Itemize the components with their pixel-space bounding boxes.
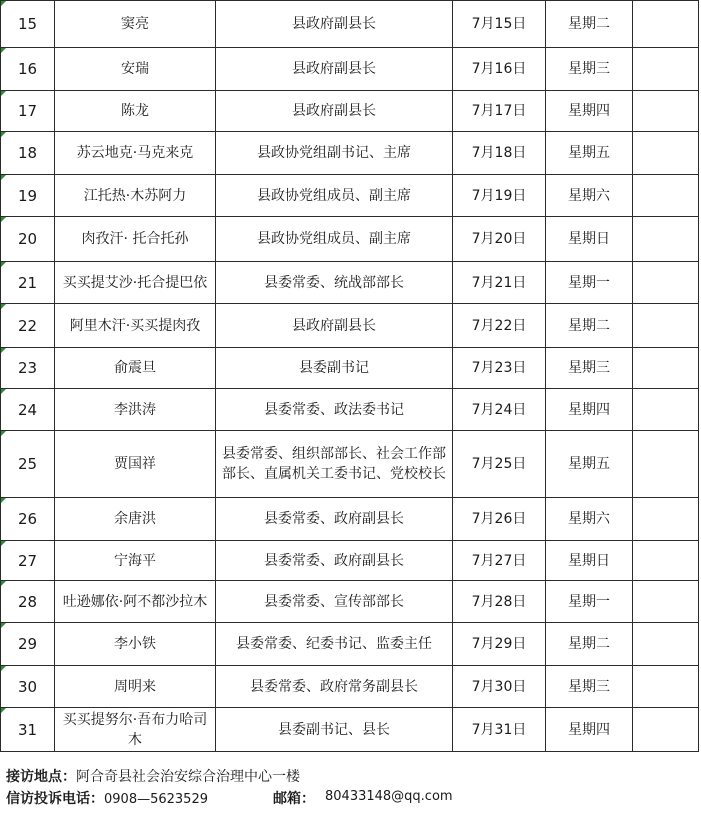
note-cell (633, 48, 699, 91)
table-row (1, 498, 699, 541)
official-name: 买买提努尔·吾布力哈司木 (55, 708, 216, 752)
official-position: 县政府副县长 (216, 1, 453, 48)
official-name: 俞震旦 (55, 348, 216, 389)
official-position: 县委常委、政府副县长 (216, 498, 453, 541)
official-position: 县委常委、统战部部长 (216, 262, 453, 304)
reception-date: 7月28日 (453, 581, 546, 623)
table-row (1, 132, 699, 175)
note-cell (633, 91, 699, 132)
official-name: 安瑞 (55, 48, 216, 91)
note-cell (633, 666, 699, 708)
official-position: 县委副书记 (216, 348, 453, 389)
official-name: 阿里木汗·买买提肉孜 (55, 304, 216, 348)
note-cell (633, 623, 699, 666)
official-position: 县政府副县长 (216, 304, 453, 348)
table-row (1, 1, 699, 48)
note-cell (633, 217, 699, 262)
official-name: 周明来 (55, 666, 216, 708)
official-position: 县委常委、宣传部部长 (216, 581, 453, 623)
phone-label: 信访投诉电话： (6, 791, 104, 807)
note-cell (633, 132, 699, 175)
weekday: 星期一 (546, 581, 633, 623)
weekday: 星期日 (546, 541, 633, 581)
official-position: 县政府副县长 (216, 91, 453, 132)
note-cell (633, 1, 699, 48)
row-number: 22 (1, 304, 55, 348)
table-row (1, 708, 699, 752)
reception-date: 7月29日 (453, 623, 546, 666)
note-cell (633, 389, 699, 431)
weekday: 星期五 (546, 132, 633, 175)
official-position: 县委常委、政府副县长 (216, 541, 453, 581)
row-number: 16 (1, 48, 55, 91)
email-label: 邮箱： (273, 791, 315, 807)
table-row (1, 175, 699, 217)
row-number: 27 (1, 541, 55, 581)
reception-date: 7月23日 (453, 348, 546, 389)
note-cell (633, 541, 699, 581)
official-position: 县委常委、纪委书记、监委主任 (216, 623, 453, 666)
official-name: 余唐洪 (55, 498, 216, 541)
row-number: 31 (1, 708, 55, 752)
reception-date: 7月17日 (453, 91, 546, 132)
table-row (1, 217, 699, 262)
phone-value: 0908—5623529 (104, 792, 208, 807)
table-row (1, 541, 699, 581)
weekday: 星期四 (546, 708, 633, 752)
official-position: 县委副书记、县长 (216, 708, 453, 752)
table-body (1, 1, 699, 752)
reception-date: 7月30日 (453, 666, 546, 708)
weekday: 星期六 (546, 175, 633, 217)
official-position: 县委常委、政府常务副县长 (216, 666, 453, 708)
row-number: 30 (1, 666, 55, 708)
table-row (1, 262, 699, 304)
weekday: 星期三 (546, 348, 633, 389)
official-name: 苏云地克·马克来克 (55, 132, 216, 175)
table-row (1, 431, 699, 498)
complaint-phone (6, 788, 208, 808)
official-name: 贾国祥 (55, 431, 216, 498)
reception-date: 7月24日 (453, 389, 546, 431)
note-cell (633, 262, 699, 304)
reception-date: 7月18日 (453, 132, 546, 175)
row-number: 18 (1, 132, 55, 175)
row-number: 26 (1, 498, 55, 541)
official-position: 县委常委、组织部部长、社会工作部部长、直属机关工委书记、党校校长 (216, 431, 453, 498)
note-cell (633, 431, 699, 498)
table-row (1, 304, 699, 348)
official-name: 买买提艾沙·托合提巴依 (55, 262, 216, 304)
reception-date: 7月19日 (453, 175, 546, 217)
weekday: 星期三 (546, 666, 633, 708)
official-position: 县政协党组副书记、主席 (216, 132, 453, 175)
row-number: 15 (1, 1, 55, 48)
official-name: 李洪涛 (55, 389, 216, 431)
table-row (1, 666, 699, 708)
reception-date: 7月25日 (453, 431, 546, 498)
row-number: 28 (1, 581, 55, 623)
weekday: 星期二 (546, 1, 633, 48)
official-position: 县政协党组成员、副主席 (216, 175, 453, 217)
table-row (1, 48, 699, 91)
official-position: 县委常委、政法委书记 (216, 389, 453, 431)
weekday: 星期二 (546, 623, 633, 666)
reception-date: 7月15日 (453, 1, 546, 48)
row-number: 29 (1, 623, 55, 666)
weekday: 星期四 (546, 91, 633, 132)
official-name: 陈龙 (55, 91, 216, 132)
table-row (1, 389, 699, 431)
row-number: 24 (1, 389, 55, 431)
official-name: 宁海平 (55, 541, 216, 581)
row-number: 17 (1, 91, 55, 132)
weekday: 星期一 (546, 262, 633, 304)
address-value: 阿合奇县社会治安综合治理中心一楼 (76, 769, 300, 785)
weekday: 星期二 (546, 304, 633, 348)
reception-date: 7月20日 (453, 217, 546, 262)
note-cell (633, 304, 699, 348)
reception-date: 7月26日 (453, 498, 546, 541)
weekday: 星期日 (546, 217, 633, 262)
reception-date: 7月27日 (453, 541, 546, 581)
official-name: 窦亮 (55, 1, 216, 48)
row-number: 19 (1, 175, 55, 217)
row-number: 25 (1, 431, 55, 498)
official-name: 吐逊娜依·阿不都沙拉木 (55, 581, 216, 623)
row-number: 23 (1, 348, 55, 389)
weekday: 星期四 (546, 389, 633, 431)
note-cell (633, 348, 699, 389)
reception-date: 7月16日 (453, 48, 546, 91)
reception-address (6, 766, 300, 786)
weekday: 星期六 (546, 498, 633, 541)
table-row (1, 348, 699, 389)
official-position: 县政协党组成员、副主席 (216, 217, 453, 262)
email-value: 80433148@qq.com (325, 789, 453, 804)
table-row (1, 91, 699, 132)
reception-date: 7月31日 (453, 708, 546, 752)
official-name: 李小铁 (55, 623, 216, 666)
weekday: 星期三 (546, 48, 633, 91)
reception-date: 7月22日 (453, 304, 546, 348)
note-cell (633, 498, 699, 541)
row-number: 20 (1, 217, 55, 262)
note-cell (633, 581, 699, 623)
official-name: 江托热·木苏阿力 (55, 175, 216, 217)
table-row (1, 581, 699, 623)
official-name: 肉孜汗· 托合托孙 (55, 217, 216, 262)
weekday: 星期五 (546, 431, 633, 498)
note-cell (633, 708, 699, 752)
official-position: 县政府副县长 (216, 48, 453, 91)
address-label: 接访地点： (6, 769, 76, 785)
reception-date: 7月21日 (453, 262, 546, 304)
table-row (1, 623, 699, 666)
note-cell (633, 175, 699, 217)
row-number: 21 (1, 262, 55, 304)
